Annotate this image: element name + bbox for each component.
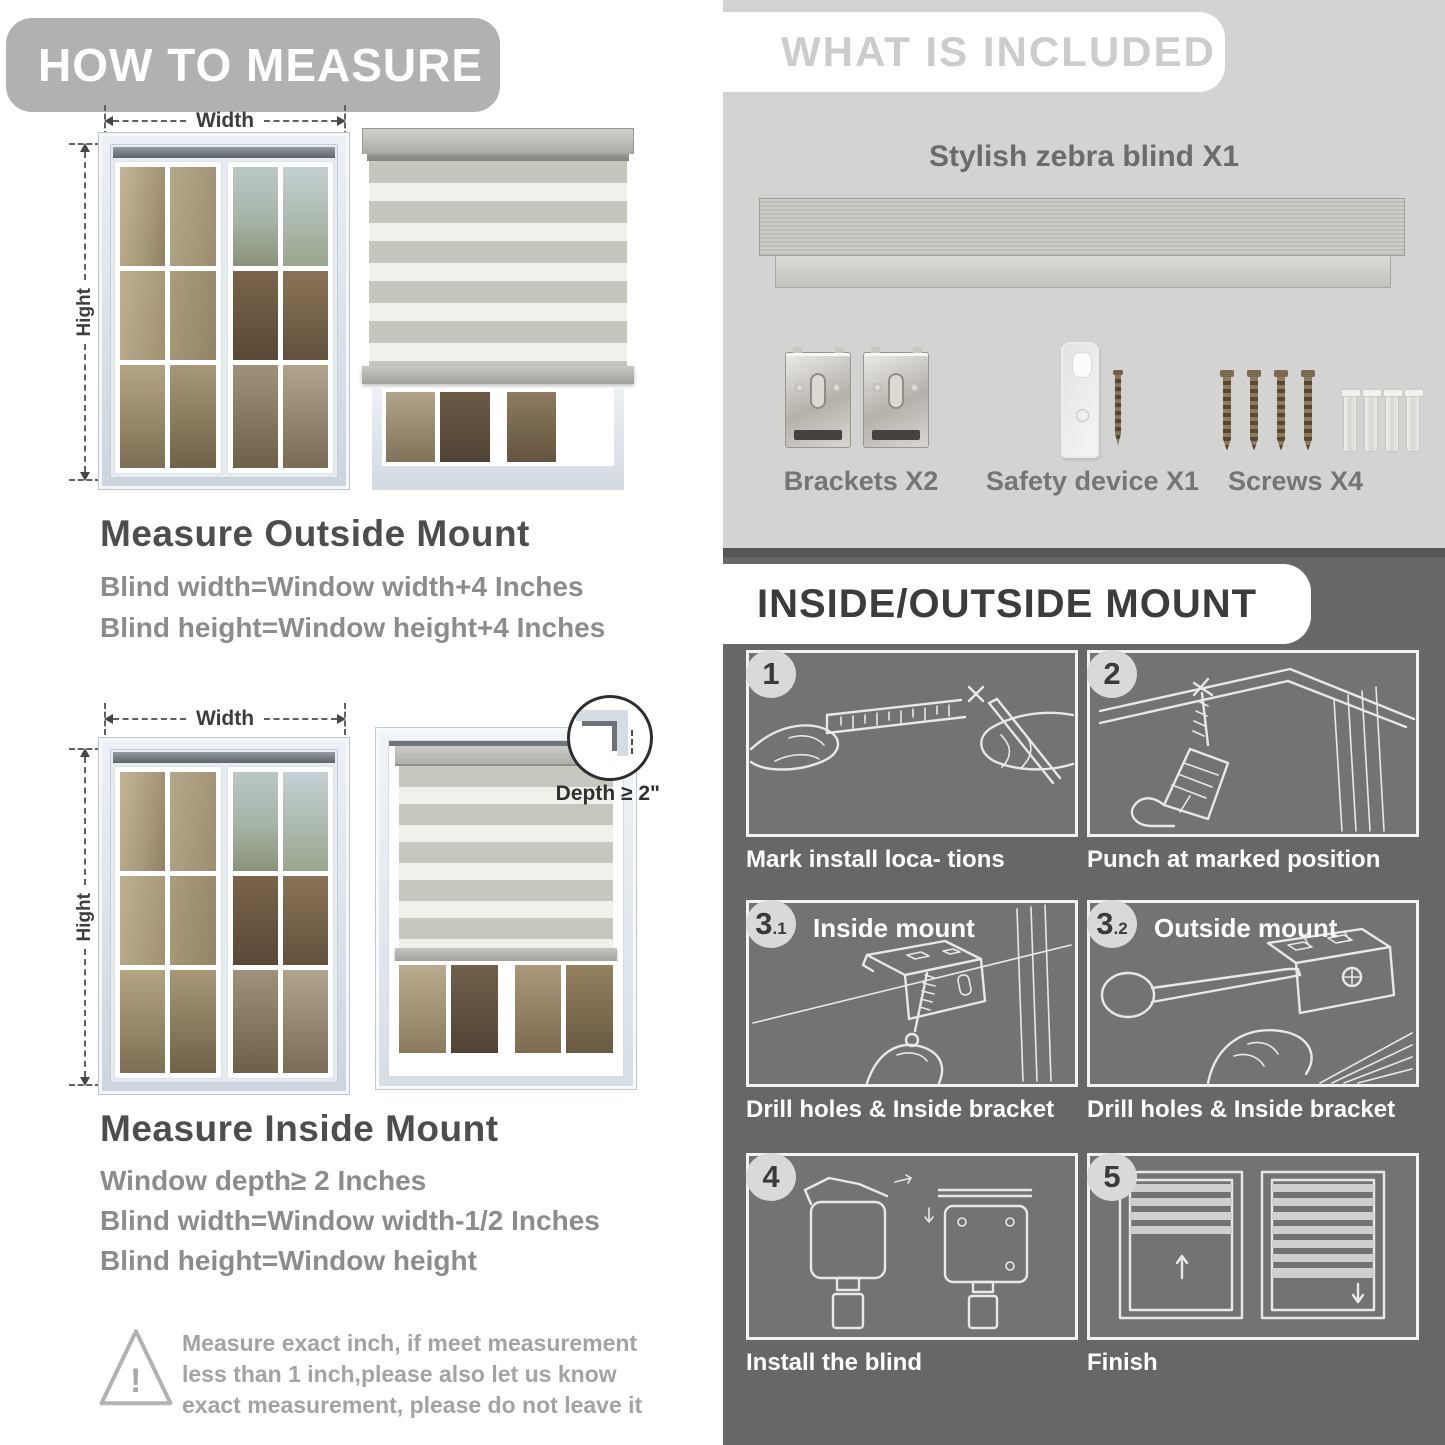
window-door-right xyxy=(227,766,335,1079)
glass-pane xyxy=(233,876,278,965)
step-3-2-title: Outside mount xyxy=(1154,913,1338,943)
step-3-2-badge xyxy=(1087,900,1137,948)
magnified-frame-inner-corner xyxy=(582,721,617,751)
screw-body xyxy=(1115,375,1121,445)
inside-mount-rule-1: Window depth≥ 2 Inches xyxy=(100,1165,427,1196)
bracket-slot xyxy=(888,373,904,409)
magnified-depth-dash xyxy=(631,730,633,754)
glass-pane xyxy=(399,965,446,1053)
dashed-line xyxy=(264,120,337,122)
step-5-caption: Finish xyxy=(1087,1349,1158,1376)
step-5-illustration xyxy=(1087,1153,1419,1340)
glass-pane xyxy=(283,772,328,871)
warning-text: Measure exact inch, if meet measurement less than 1 inch,please also let us know exact measurement, please do not leave it xyxy=(182,1330,643,1418)
step-2-illustration xyxy=(1087,650,1419,837)
dashed-line xyxy=(84,344,86,472)
outside-mount-rule-2: Blind height=Window height+4 Inches xyxy=(100,612,606,643)
step-number: 1 xyxy=(762,656,780,691)
blind-cassette xyxy=(362,128,634,154)
glass-pane xyxy=(170,167,215,266)
step-5-badge xyxy=(1087,1153,1137,1201)
window-illustration-outside xyxy=(98,132,350,490)
safety-screw-image xyxy=(1115,370,1121,445)
bracket-screw xyxy=(873,383,882,392)
height-dimension-arrow xyxy=(76,748,94,1086)
screw-head xyxy=(1220,370,1234,377)
inside-outside-mount-banner: INSIDE/OUTSIDE MOUNT xyxy=(723,564,1311,644)
height-label: Hight xyxy=(74,287,95,337)
step-subnumber: .2 xyxy=(1113,919,1128,938)
window-headrail xyxy=(113,752,335,763)
inside-mount-rule-2: Blind width=Window width-1/2 Inches xyxy=(100,1205,600,1236)
dashed-line xyxy=(113,718,186,720)
install-blind-illustration xyxy=(749,1156,1075,1337)
blind-striped-shade xyxy=(369,161,627,366)
outside-mount-rule-1: Blind width=Window width+4 Inches xyxy=(100,571,584,602)
window-door-left xyxy=(114,161,222,474)
wall-anchor-image xyxy=(1343,394,1357,452)
window-mullion xyxy=(495,392,502,462)
step-3-1-badge xyxy=(746,900,796,948)
dashed-line xyxy=(113,120,186,122)
bracket-screw xyxy=(910,383,919,392)
dimension-tick xyxy=(344,703,346,735)
step-3-2-illustration xyxy=(1087,900,1419,1087)
step-5 xyxy=(1087,1153,1419,1377)
glass-pane xyxy=(120,772,165,871)
glass-pane xyxy=(283,365,328,468)
width-dimension-arrow xyxy=(104,707,346,730)
glass-pane xyxy=(233,167,278,266)
window-mullion xyxy=(503,965,510,1053)
zebra-blind-outside-mount xyxy=(362,128,634,384)
step-number: 2 xyxy=(1103,656,1121,691)
step-number: 5 xyxy=(1103,1159,1121,1194)
step-3-2-caption: Drill holes & Inside bracket xyxy=(1087,1096,1396,1123)
height-dimension-arrow xyxy=(76,143,94,481)
blind-bottom-rail xyxy=(395,948,617,961)
dimension-tick xyxy=(69,143,101,145)
wall-anchor-image xyxy=(1406,394,1420,452)
glass-pane xyxy=(566,965,613,1053)
inside-mount-rule-3: Blind height=Window height xyxy=(100,1245,477,1276)
safety-device-image xyxy=(1061,342,1099,458)
step-number: 4 xyxy=(762,1159,780,1194)
screw-head xyxy=(1113,370,1123,375)
glass-pane xyxy=(451,965,498,1053)
screw-image xyxy=(1223,370,1231,451)
step-2-caption: Punch at marked position xyxy=(1087,846,1381,873)
window-glass-below-blind xyxy=(395,961,617,1057)
window-bottom-peek xyxy=(372,388,624,490)
step-number: 3 xyxy=(1096,906,1114,941)
bracket-screw xyxy=(795,383,804,392)
wall-anchor-image xyxy=(1385,394,1399,452)
step-4-badge xyxy=(746,1153,796,1201)
screw-head xyxy=(1274,370,1288,377)
glass-pane xyxy=(120,365,165,468)
step-1-illustration xyxy=(746,650,1078,837)
screw-image xyxy=(1277,370,1285,451)
dashed-line xyxy=(264,718,337,720)
screw-body xyxy=(1223,377,1231,451)
peek-glass xyxy=(382,388,614,466)
depth-label: Depth ≥ 2" xyxy=(555,782,660,805)
step-4-caption: Install the blind xyxy=(746,1349,923,1376)
window-inner xyxy=(110,144,338,478)
step-1-badge xyxy=(746,650,796,698)
bracket-bar xyxy=(872,430,920,440)
blind-cassette-lip xyxy=(367,154,629,161)
step-1 xyxy=(746,650,1078,874)
screw-image xyxy=(1304,370,1312,451)
zebra-blind-item-label: Stylish zebra blind X1 xyxy=(928,140,1240,173)
finish-blinds-illustration xyxy=(1090,1156,1416,1337)
step-3-1 xyxy=(746,900,1078,1124)
what-is-included-section xyxy=(723,0,1445,548)
screw-body xyxy=(1304,377,1312,451)
inside-mount-heading: Measure Inside Mount xyxy=(100,1108,499,1149)
bracket-slot xyxy=(810,373,826,409)
step-3-1-title: Inside mount xyxy=(813,913,975,943)
dimension-tick xyxy=(69,479,101,481)
glass-pane xyxy=(170,970,215,1073)
dimension-tick xyxy=(69,1084,101,1086)
window-inner xyxy=(110,749,338,1083)
glass-pane xyxy=(283,167,328,266)
glass-pane xyxy=(283,970,328,1073)
glass-pane xyxy=(170,271,215,360)
step-4-illustration xyxy=(746,1153,1078,1340)
step-4 xyxy=(746,1153,1078,1377)
blind-headrail-lower-bar xyxy=(775,256,1391,288)
brackets-label: Brackets X2 xyxy=(783,466,939,496)
glass-pane xyxy=(507,392,556,462)
screws-label: Screws X4 xyxy=(1227,466,1364,496)
dashed-line xyxy=(84,152,86,280)
glass-pane xyxy=(120,876,165,965)
glass-pane xyxy=(170,365,215,468)
step-number: 3 xyxy=(755,906,773,941)
glass-pane xyxy=(283,271,328,360)
glass-pane xyxy=(233,365,278,468)
glass-pane xyxy=(440,392,489,462)
dashed-line xyxy=(84,949,86,1077)
width-dimension-arrow xyxy=(104,109,346,132)
screw-body xyxy=(1250,377,1258,451)
bracket-bar xyxy=(794,430,842,440)
step-3-2 xyxy=(1087,900,1419,1124)
inside-outside-mount-section xyxy=(723,548,1445,1445)
wall-anchor-image xyxy=(1364,394,1378,452)
step-1-caption: Mark install loca- tions xyxy=(746,846,1005,873)
outside-mount-heading: Measure Outside Mount xyxy=(100,513,530,554)
bracket-image xyxy=(863,352,929,448)
glass-pane xyxy=(120,271,165,360)
screw-head xyxy=(1247,370,1261,377)
bracket-image xyxy=(785,352,851,448)
bracket-screw xyxy=(832,383,841,392)
dimension-tick xyxy=(104,703,106,735)
window-headrail xyxy=(113,147,335,158)
glass-pane xyxy=(170,772,215,871)
glass-pane xyxy=(233,970,278,1073)
glass-pane xyxy=(386,392,435,462)
blind-bottom-rail xyxy=(362,366,634,384)
glass-pane xyxy=(515,965,562,1053)
screw-image xyxy=(1250,370,1258,451)
ruler-marking-illustration xyxy=(749,653,1075,834)
warning-exclamation: ! xyxy=(130,1362,142,1400)
blind-headrail-image xyxy=(759,198,1405,256)
glass-pane xyxy=(170,876,215,965)
screw-head xyxy=(1301,370,1315,377)
height-label: Hight xyxy=(74,892,95,942)
dimension-tick xyxy=(69,748,101,750)
glass-pane xyxy=(120,167,165,266)
what-is-included-banner: WHAT IS INCLUDED xyxy=(723,12,1225,92)
glass-pane xyxy=(561,392,610,462)
dashed-line xyxy=(84,757,86,885)
window-door-left xyxy=(114,766,222,1079)
step-3-1-illustration xyxy=(746,900,1078,1087)
glass-pane xyxy=(233,271,278,360)
depth-magnifier-callout xyxy=(567,695,653,781)
width-label: Width xyxy=(195,109,255,132)
window-illustration-inside xyxy=(98,737,350,1095)
how-to-measure-banner: HOW TO MEASURE xyxy=(6,18,500,112)
drill-illustration xyxy=(1090,653,1416,834)
glass-pane xyxy=(233,772,278,871)
glass-pane xyxy=(120,970,165,1073)
step-3-1-caption: Drill holes & Inside bracket xyxy=(746,1096,1055,1123)
step-subnumber: .1 xyxy=(772,919,787,938)
window-door-right xyxy=(227,161,335,474)
screw-body xyxy=(1277,377,1285,451)
glass-pane xyxy=(283,876,328,965)
window-doors xyxy=(114,766,334,1079)
width-label: Width xyxy=(195,707,255,730)
step-2 xyxy=(1087,650,1419,874)
safety-device-label: Safety device X1 xyxy=(985,466,1200,496)
step-2-badge xyxy=(1087,650,1137,698)
window-doors xyxy=(114,161,334,474)
